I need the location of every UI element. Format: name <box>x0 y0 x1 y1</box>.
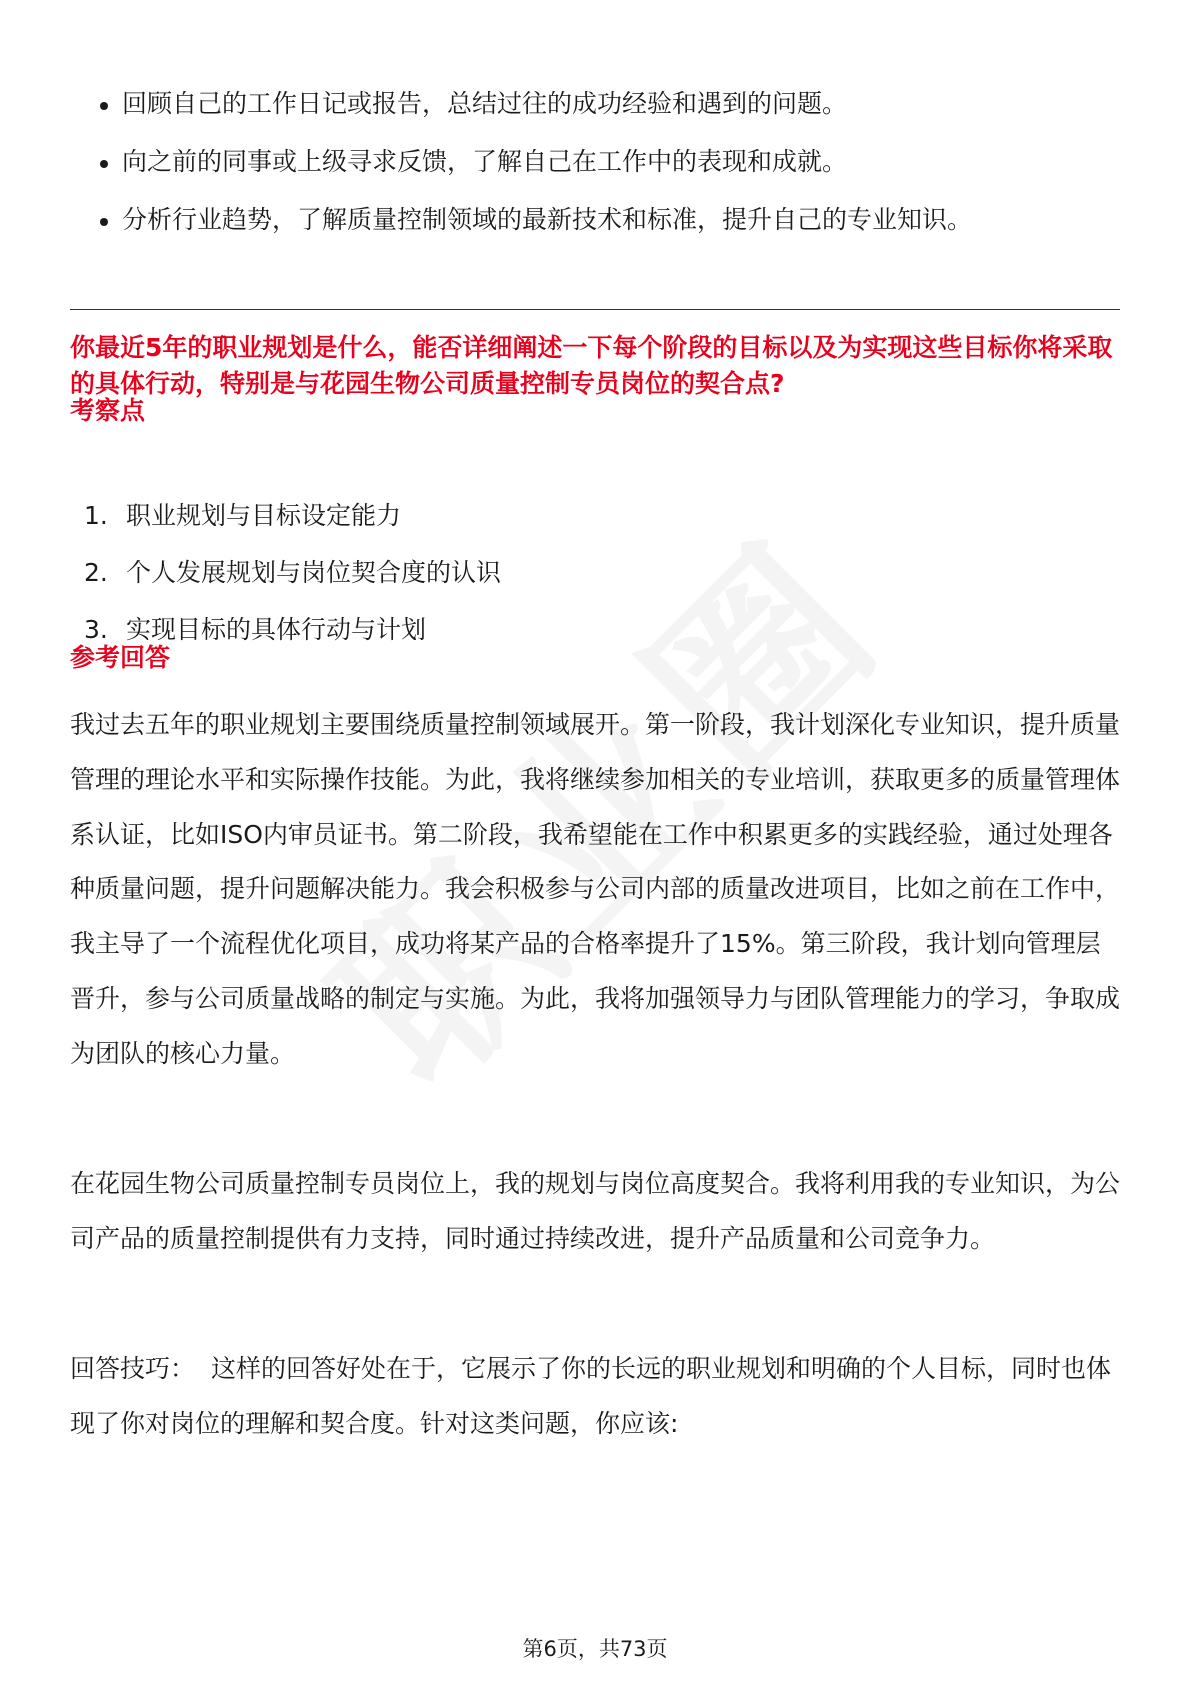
point-number: 2. <box>84 558 108 587</box>
tips-label: 回答技巧： <box>70 1354 196 1383</box>
tips-paragraph <box>70 1342 1125 1452</box>
answer-title: 参考回答 <box>70 643 171 672</box>
answer-paragraph: 在花园生物公司质量控制专员岗位上，我的规划与岗位高度契合。我将利用我的专业知识，为公司产品的质量控制提供有力支持，同时通过持续改进，提升产品质量和公司竞争力。 <box>70 1169 1121 1253</box>
point-item <box>70 557 1120 614</box>
point-text: 个人发展规划与岗位契合度的认识 <box>126 558 502 587</box>
tips-text: 这样的回答好处在于，它展示了你的长远的职业规划和明确的个人目标，同时也体现了你对岗位的理解和契合度。针对这类问题，你应该: <box>70 1354 1112 1438</box>
answer-paragraph: 我过去五年的职业规划主要围绕质量控制领域展开。第一阶段，我计划深化专业知识，提升质量管理的理论水平和实际操作技能。为此，我将继续参加相关的专业培训，获取更多的质量管理体系认证，比如ISO内审员证书。第二阶段，我希望能在工作中积累更多的实践经验，通过处理各种质量问题，提升问题解决能力。我会积极参与公司内部的质量改进项目，比如之前在工作中，我主导了一个流程优化项目，成功将某产品的合格率提升了15%。第三阶段，我计划向管理层晋升，参与公司质量战略的制定与实施。为此，我将加强领导力与团队管理能力的学习，争取成为团队的核心力量。 <box>70 710 1121 1068</box>
bullet-list <box>70 88 1120 262</box>
section-divider <box>70 309 1120 310</box>
points-title: 考察点 <box>70 396 146 425</box>
point-number: 1. <box>84 501 108 530</box>
point-text: 实现目标的具体行动与计划 <box>126 615 427 644</box>
interview-question: 你最近5年的职业规划是什么，能否详细阐述一下每个阶段的目标以及为实现这些目标你将采取的具体行动，特别是与花园生物公司质量控制专员岗位的契合点? <box>70 333 1113 398</box>
points-list <box>70 500 1120 671</box>
point-item <box>70 500 1120 557</box>
point-text: 职业规划与目标设定能力 <box>126 501 402 530</box>
page-footer: 第6页，共73页 <box>522 1637 668 1661</box>
point-number: 3. <box>84 615 108 644</box>
bullet-item: 分析行业趋势，了解质量控制领域的最新技术和标准，提升自己的专业知识。 <box>70 204 1120 262</box>
bullet-item: 回顾自己的工作日记或报告，总结过往的成功经验和遇到的问题。 <box>70 88 1120 146</box>
bullet-item: 向之前的同事或上级寻求反馈，了解自己在工作中的表现和成就。 <box>70 146 1120 204</box>
point-item <box>70 614 1120 671</box>
